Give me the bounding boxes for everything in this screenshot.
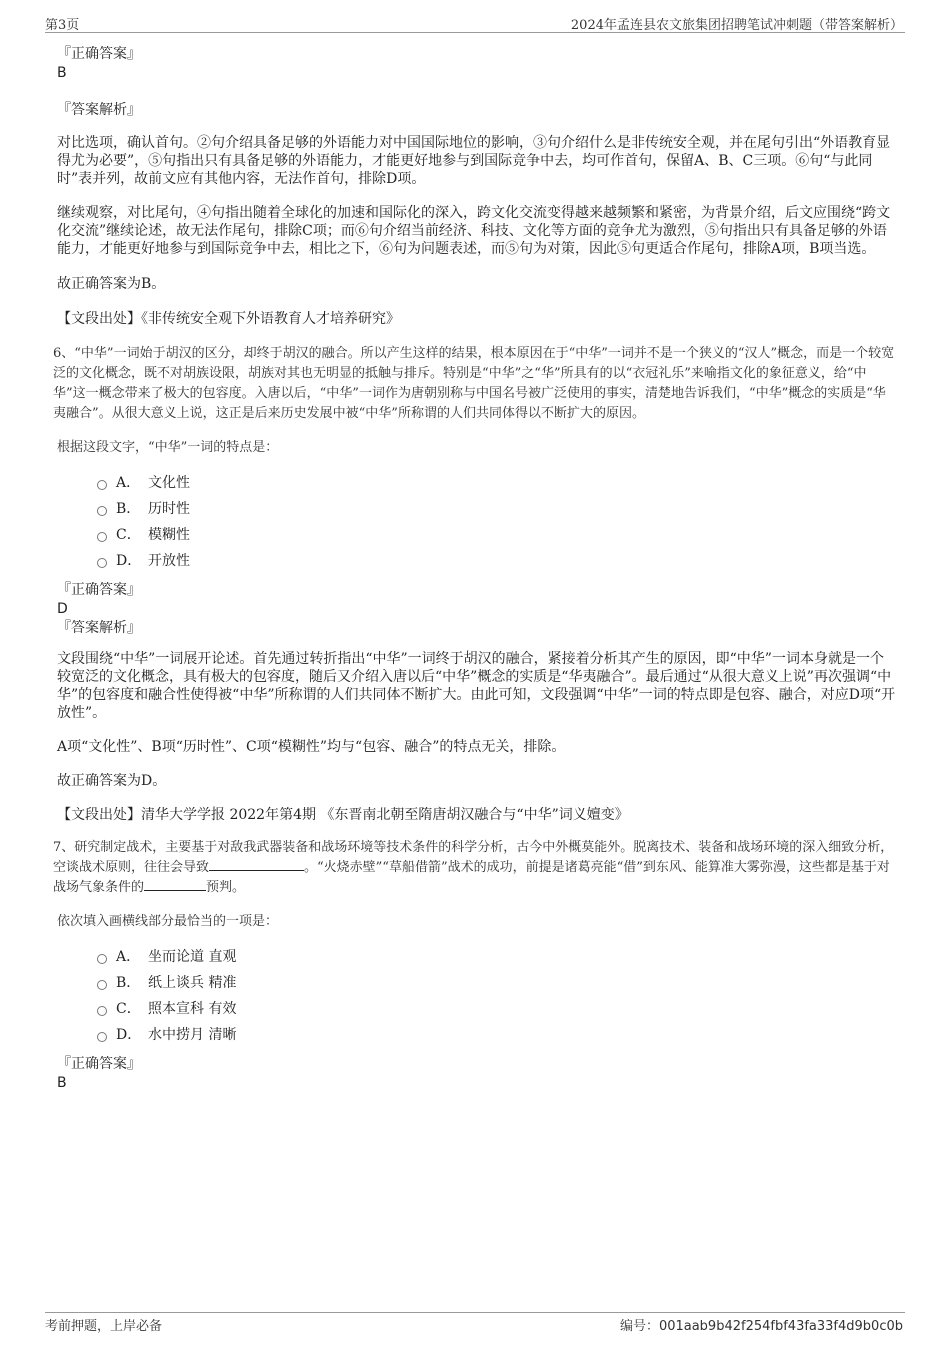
radio-icon[interactable] xyxy=(97,1032,107,1042)
option-b[interactable]: B． 历时性 xyxy=(97,496,897,522)
page-footer xyxy=(45,1312,905,1341)
option-c[interactable]: C． 模糊性 xyxy=(97,522,897,548)
analysis-paragraph: 对比选项，确认首句。②句介绍具备足够的外语能力对中国国际地位的影响，③句介绍什么是非传统安全观，并在尾句引出“外语教育显得尤为必要”，⑤句指出只有具备足够的外语能力，才能更好地参与到国际竞争中去，均可作首句，保留A、B、C三项。⑥句“与此同时”表并列，故前文应有其他内容，无法作首句，排除D项。 xyxy=(57,135,891,187)
analysis-paragraph: A项“文化性”、B项“历时性”、C项“模糊性”均与“包容、融合”的特点无关，排除。 xyxy=(57,739,566,755)
document-title: 2024年孟连县农文旅集团招聘笔试冲刺题（带答案解析） xyxy=(570,18,903,33)
source-citation: 【文段出处】《非传统安全观下外语教育人才培养研究》 xyxy=(57,311,400,327)
radio-icon[interactable] xyxy=(97,532,107,542)
radio-icon[interactable] xyxy=(97,980,107,990)
option-b[interactable]: B． 纸上谈兵 精准 xyxy=(97,970,897,996)
question-prompt: 根据这段文字，“中华”一词的特点是： xyxy=(57,440,279,455)
question-stem: 7、研究制定战术，主要基于对敌我武器装备和战场环境等技术条件的科学分析，古今中外概莫能外。脱离技术、装备和战场环境的深入细致分析，空谈战术原则，往往会导致 。“火烧赤壁”“草船借箭”战术的成功，前提是诸葛亮能“借”到东风、能算准大雾弥漫，这些都是基于对战场气象条件的 预判。 xyxy=(53,840,894,895)
footer-slogan: 考前押题，上岸必备 xyxy=(45,1319,163,1334)
answer-label: 『正确答案』 xyxy=(57,46,141,62)
fill-blank-2[interactable] xyxy=(144,878,206,891)
answer-label: 『正确答案』 xyxy=(57,1056,141,1072)
analysis-label: 『答案解析』 xyxy=(57,102,141,118)
options-list xyxy=(97,944,897,1048)
radio-icon[interactable] xyxy=(97,954,107,964)
option-d[interactable]: D． 开放性 xyxy=(97,548,897,574)
radio-icon[interactable] xyxy=(97,558,107,568)
option-a[interactable]: A． 文化性 xyxy=(97,470,897,496)
analysis-paragraph: 文段围绕“中华”一词展开论述。首先通过转折指出“中华”一词终于胡汉的融合，紧接着分析其产生的原因，即“中华”一词本身就是一个较宽泛的文化概念，具有极大的包容度，随后又介绍入唐以后“中华”概念的实质是“华夷融合”。最后通过“从很大意义上说”再次强调“中华”的包容度和融合性使得被“中华”所称谓的人们共同体不断扩大。由此可知，文段强调“中华”一词的特点即是包容、融合，对应D项“开放性”。 xyxy=(57,651,896,721)
page-header xyxy=(45,14,905,33)
question-prompt: 依次填入画横线部分最恰当的一项是： xyxy=(57,914,279,929)
analysis-conclusion: 故正确答案为D。 xyxy=(57,773,167,789)
source-citation: 【文段出处】清华大学学报 2022年第4期 《东晋南北朝至隋唐胡汉融合与“中华”词义嬗变》 xyxy=(57,807,629,823)
page-number: 第3页 xyxy=(45,18,80,33)
radio-icon[interactable] xyxy=(97,1006,107,1016)
option-d[interactable]: D． 水中捞月 清晰 xyxy=(97,1022,897,1048)
radio-icon[interactable] xyxy=(97,480,107,490)
document-id: 编号：001aab9b42f254fbf43fa33f4d9b0c0b xyxy=(619,1319,903,1334)
option-a[interactable]: A． 坐而论道 直观 xyxy=(97,944,897,970)
analysis-conclusion: 故正确答案为B。 xyxy=(57,276,166,292)
question-stem: 6、“中华”一词始于胡汉的区分，却终于胡汉的融合。所以产生这样的结果，根本原因在于“中华”一词并不是一个狭义的“汉人”概念，而是一个较宽泛的文化概念，既不对胡族设限，胡族对其也无明显的抵触与排斥。特别是“中华”之“华”所具有的以“衣冠礼乐”来喻指文化的象征意义，给“中华”这一概念带来了极大的包容度。入唐以后，“中华”一词作为唐朝别称与中国名号被广泛使用的事实，清楚地告诉我们，“中华”概念的实质是“华夷融合”。从很大意义上说，这正是后来历史发展中被“中华”所称谓的人们共同体得以不断扩大的原因。 xyxy=(53,346,895,421)
option-c[interactable]: C． 照本宣科 有效 xyxy=(97,996,897,1022)
fill-blank-1[interactable] xyxy=(209,858,304,871)
analysis-label: 『答案解析』 xyxy=(57,620,141,636)
analysis-paragraph: 继续观察，对比尾句，④句指出随着全球化的加速和国际化的深入，跨文化交流变得越来越频繁和紧密，为背景介绍，后文应围绕“跨文化交流”继续论述，故无法作尾句，排除C项；而⑥句介绍当前经济、科技、文化等方面的竞争尤为激烈，⑤句指出只有具备足够的外语能力，才能更好地参与到国际竞争中去，相比之下，⑥句为问题表述，而⑤句为对策，因此⑤句更适合作尾句，排除A项，B项当选。 xyxy=(57,205,891,257)
radio-icon[interactable] xyxy=(97,506,107,516)
answer-value: B xyxy=(57,1075,67,1091)
answer-value: D xyxy=(57,601,68,617)
options-list xyxy=(97,470,897,574)
answer-value: B xyxy=(57,65,67,81)
answer-label: 『正确答案』 xyxy=(57,582,141,598)
page-content xyxy=(53,44,897,1092)
